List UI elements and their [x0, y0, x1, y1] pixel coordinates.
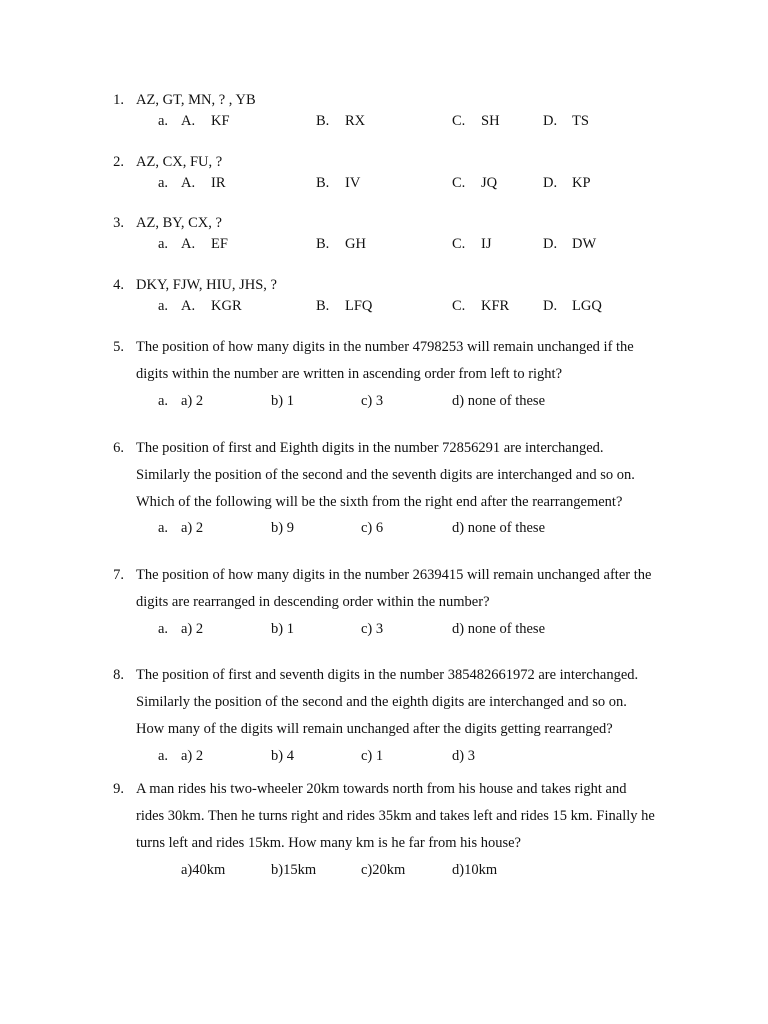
option-b-value: GH [345, 236, 366, 252]
question-line-1: A man rides his two-wheeler 20km towards north from his house and takes right and [136, 781, 627, 797]
question-number: 7. [113, 567, 124, 583]
question-line-1: The position of how many digits in the number 2639415 will remain unchanged after the [136, 567, 652, 583]
option-d: d) none of these [452, 621, 546, 637]
option-c: c) 3 [361, 621, 384, 637]
option-d-label: D. [543, 236, 558, 252]
option-a-label: A. [181, 113, 196, 129]
question-number: 3. [113, 215, 124, 231]
option-d: d) 3 [452, 748, 475, 764]
option-d: d)10km [452, 862, 498, 878]
question-number: 5. [113, 339, 124, 355]
question-text: AZ, CX, FU, ? [136, 154, 223, 170]
option-b-label: B. [316, 298, 330, 314]
option-d-value: KP [572, 175, 591, 191]
option-sub-label: a. [158, 748, 169, 764]
option-b-value: RX [345, 113, 366, 129]
option-a-value: EF [211, 236, 228, 252]
option-b: b) 1 [271, 621, 294, 637]
option-a-value: KGR [211, 298, 242, 314]
option-b-value: IV [345, 175, 361, 191]
option-c-label: C. [452, 298, 466, 314]
option-b-label: B. [316, 236, 330, 252]
question-number: 9. [113, 781, 124, 797]
question-line-3: How many of the digits will remain unchanged after the digits getting rearranged? [136, 721, 613, 737]
option-c-value: IJ [481, 236, 492, 252]
option-c-value: SH [481, 113, 500, 129]
option-c-value: JQ [481, 175, 498, 191]
option-sub-label: a. [158, 175, 169, 191]
option-d: d) none of these [452, 393, 546, 409]
option-c: c) 6 [361, 520, 384, 536]
question-text: AZ, GT, MN, ? , YB [136, 92, 256, 108]
question-line-2: digits within the number are written in ascending order from left to right? [136, 366, 563, 382]
option-d-label: D. [543, 175, 558, 191]
option-sub-label: a. [158, 621, 169, 637]
option-d: d) none of these [452, 520, 546, 536]
question-number: 2. [113, 154, 124, 170]
question-text: DKY, FJW, HIU, JHS, ? [136, 277, 277, 293]
option-a: a) 2 [181, 393, 204, 409]
option-d-label: D. [543, 113, 558, 129]
question-line-1: The position of how many digits in the number 4798253 will remain unchanged if the [136, 339, 634, 355]
option-c: c)20km [361, 862, 406, 878]
option-sub-label: a. [158, 520, 169, 536]
option-c-label: C. [452, 236, 466, 252]
option-a: a) 2 [181, 748, 204, 764]
option-b: b) 1 [271, 393, 294, 409]
option-a-value: KF [211, 113, 230, 129]
question-line-1: The position of first and Eighth digits in the number 72856291 are interchanged. [136, 440, 604, 456]
option-a-label: A. [181, 298, 196, 314]
option-a-label: A. [181, 175, 196, 191]
option-d-value: DW [572, 236, 597, 252]
option-a: a)40km [181, 862, 226, 878]
question-line-1: The position of first and seventh digits in the number 385482661972 are interchanged. [136, 667, 639, 683]
question-number: 4. [113, 277, 124, 293]
option-b: b) 4 [271, 748, 294, 764]
option-a: a) 2 [181, 621, 204, 637]
question-line-2: Similarly the position of the second and the eighth digits are interchanged and so on. [136, 694, 627, 710]
option-d-label: D. [543, 298, 558, 314]
question-line-3: Which of the following will be the sixth from the right end after the rearrangement? [136, 494, 623, 510]
option-a-value: IR [211, 175, 226, 191]
question-number: 8. [113, 667, 124, 683]
question-line-2: Similarly the position of the second and the seventh digits are interchanged and so on. [136, 467, 635, 483]
option-c: c) 3 [361, 393, 384, 409]
option-c-label: C. [452, 113, 466, 129]
option-c-label: C. [452, 175, 466, 191]
question-line-3: turns left and rides 15km. How many km is he far from his house? [136, 835, 521, 851]
question-line-2: digits are rearranged in descending order within the number? [136, 594, 490, 610]
option-sub-label: a. [158, 393, 169, 409]
question-line-2: rides 30km. Then he turns right and rides 35km and takes left and rides 15 km. Finally he [136, 808, 655, 824]
question-number: 1. [113, 92, 124, 108]
question-text: AZ, BY, CX, ? [136, 215, 222, 231]
option-c: c) 1 [361, 748, 384, 764]
option-d-value: LGQ [572, 298, 602, 314]
option-a-label: A. [181, 236, 196, 252]
option-b-label: B. [316, 113, 330, 129]
option-b-value: LFQ [345, 298, 373, 314]
option-a: a) 2 [181, 520, 204, 536]
option-d-value: TS [572, 113, 589, 129]
option-c-value: KFR [481, 298, 510, 314]
option-sub-label: a. [158, 236, 169, 252]
question-number: 6. [113, 440, 124, 456]
option-b: b) 9 [271, 520, 294, 536]
option-b-label: B. [316, 175, 330, 191]
option-b: b)15km [271, 862, 317, 878]
option-sub-label: a. [158, 298, 169, 314]
option-sub-label: a. [158, 113, 169, 129]
